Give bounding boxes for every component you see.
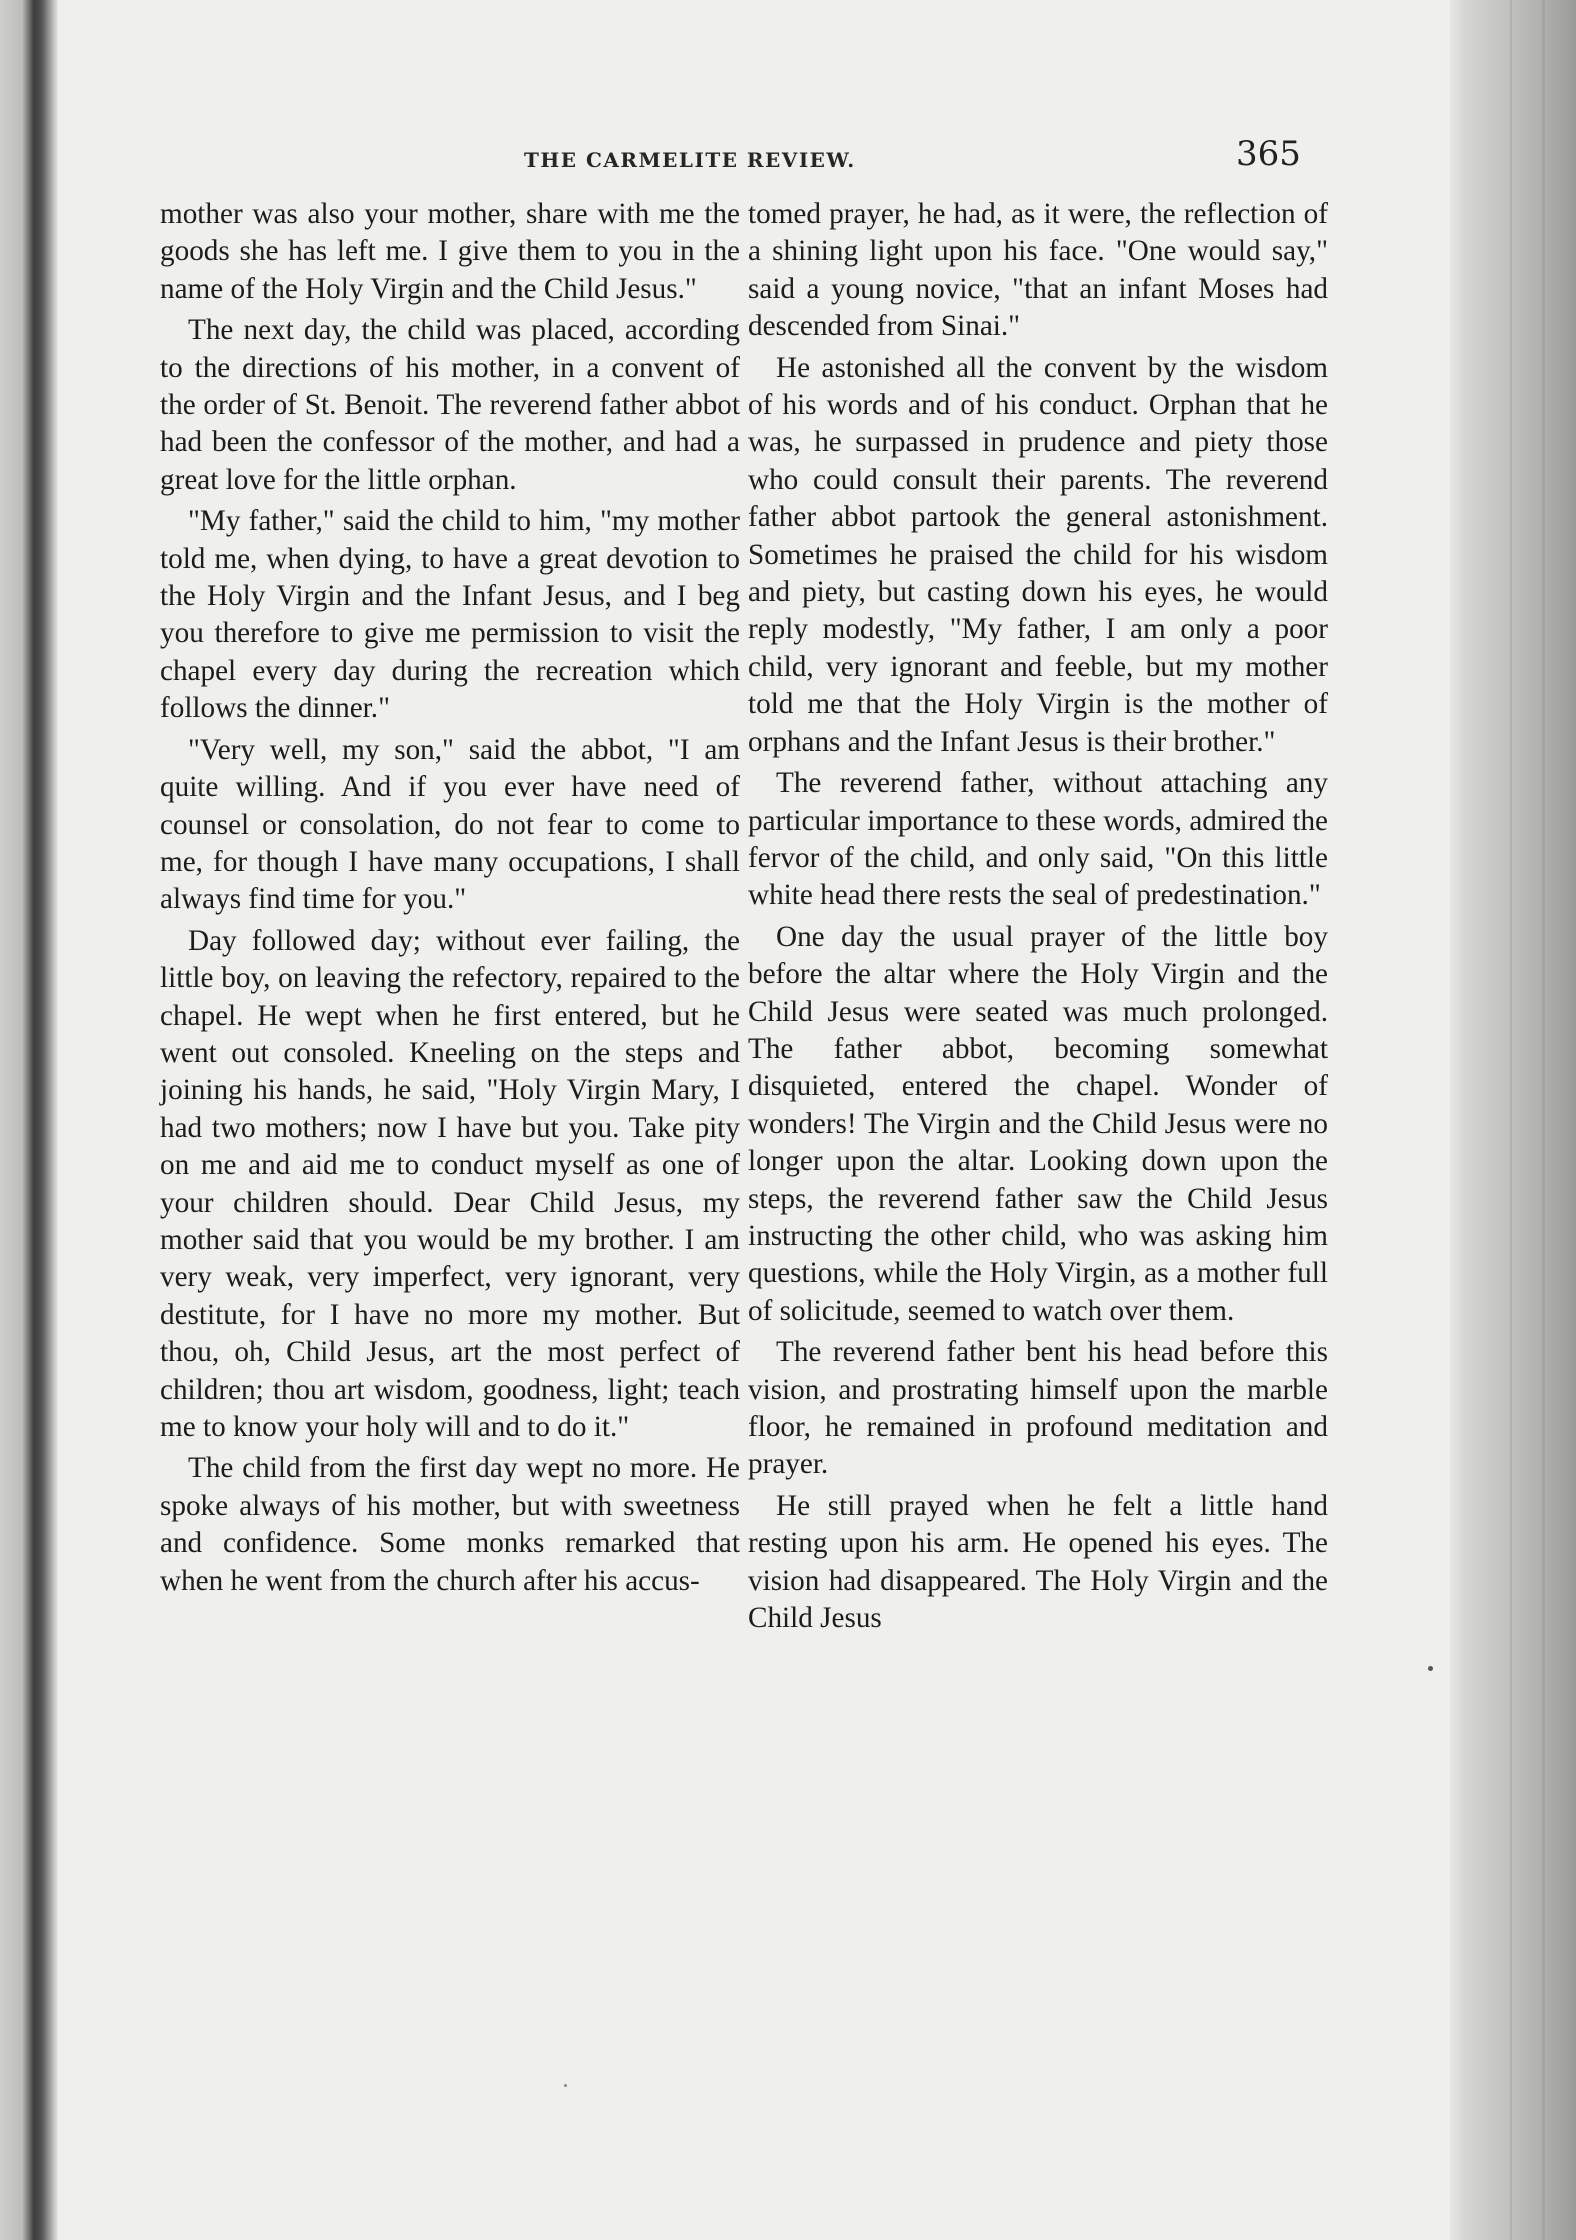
paragraph: "My father," said the child to him, "my mother told me, when dying, to have a great devotion to the Holy Virgin and the Infant Jesus, and I beg you therefore to give me permission to visit the chapel every day during the recreation which follows the dinner." [160, 505, 740, 725]
page-stack-edge [1450, 0, 1576, 2240]
paragraph: The child from the first day wept no more. He spoke always of his mother, but with sweetness and confidence. Some monks remarked that when he went from the church after his accus- [160, 1452, 740, 1597]
book-gutter [0, 0, 62, 2240]
paragraph: He astonished all the convent by the wisdom of his words and of his conduct. Orphan that he was, he surpassed in prudence and piety those who could consult their parents. The reverend father abbot partook the general astonishment. Sometimes he praised the child for his wisdom and piety, but casting down his eyes, he would reply modestly, "My father, I am only a poor child, very ignorant and feeble, but my mother told me that the Holy Virgin is the mother of orphans and the Infant Jesus is their brother." [748, 351, 1328, 758]
paragraph: The reverend father bent his head before this vision, and prostrating himself upon the marble floor, he remained in profound meditation and prayer. [748, 1336, 1328, 1481]
right-column [748, 196, 1328, 1641]
left-column [160, 196, 740, 1604]
paragraph: One day the usual prayer of the little boy before the altar where the Holy Virgin and the Child Jesus were seated was much prolonged. The father abbot, becoming somewhat disquieted, entered the chapel. Wonder of wonders! The Virgin and the Child Jesus were no longer upon the altar. Looking down upon the steps, the reverend father saw the Child Jesus instructing the other child, who was asking him questions, while the Holy Virgin, as a mother full of solicitude, seemed to watch over them. [748, 920, 1328, 1327]
paragraph: Day followed day; without ever failing, the little boy, on leaving the refectory, repaired to the chapel. He wept when he first entered, but he went out consoled. Kneeling on the steps and joining his hands, he said, "Holy Virgin Mary, I had two mothers; now I have but you. Take pity on me and aid me to conduct myself as one of your children should. Dear Child Jesus, my mother said that you would be my brother. I am very weak, very imperfect, very ignorant, very destitute, for I have no more my mother. But thou, oh, Child Jesus, art the most perfect of children; thou art wisdom, goodness, light; teach me to know your holy will and to do it." [160, 924, 740, 1443]
paragraph: tomed prayer, he had, as it were, the reflection of a shining light upon his face. "One would say," said a young novice, "that an infant Moses had descended from Sinai." [748, 198, 1328, 343]
paragraph: He still prayed when he felt a little hand resting upon his arm. He opened his eyes. The vision had disappeared. The Holy Virgin and the Child Jesus [748, 1489, 1328, 1635]
page-number: 365 [1236, 134, 1301, 174]
paragraph: "Very well, my son," said the abbot, "I am quite willing. And if you ever have need of counsel or consolation, do not fear to come to me, for though I have many occupations, I shall always find time for you." [160, 733, 740, 916]
paragraph: The reverend father, without attaching any particular importance to these words, admired the fervor of the child, and only said, "On this little white head there rests the seal of predestination." [748, 767, 1328, 912]
ink-speck [1428, 1666, 1433, 1671]
running-title: THE CARMELITE REVIEW. [524, 148, 856, 172]
ink-speck [564, 2084, 567, 2087]
paragraph: The next day, the child was placed, according to the directions of his mother, in a convent of the order of St. Benoit. The reverend father abbot had been the confessor of the mother, and had a great love for the little orphan. [160, 314, 740, 496]
paragraph: mother was also your mother, share with me the goods she has left me. I give them to you in the name of the Holy Virgin and the Child Jesus." [160, 198, 740, 305]
